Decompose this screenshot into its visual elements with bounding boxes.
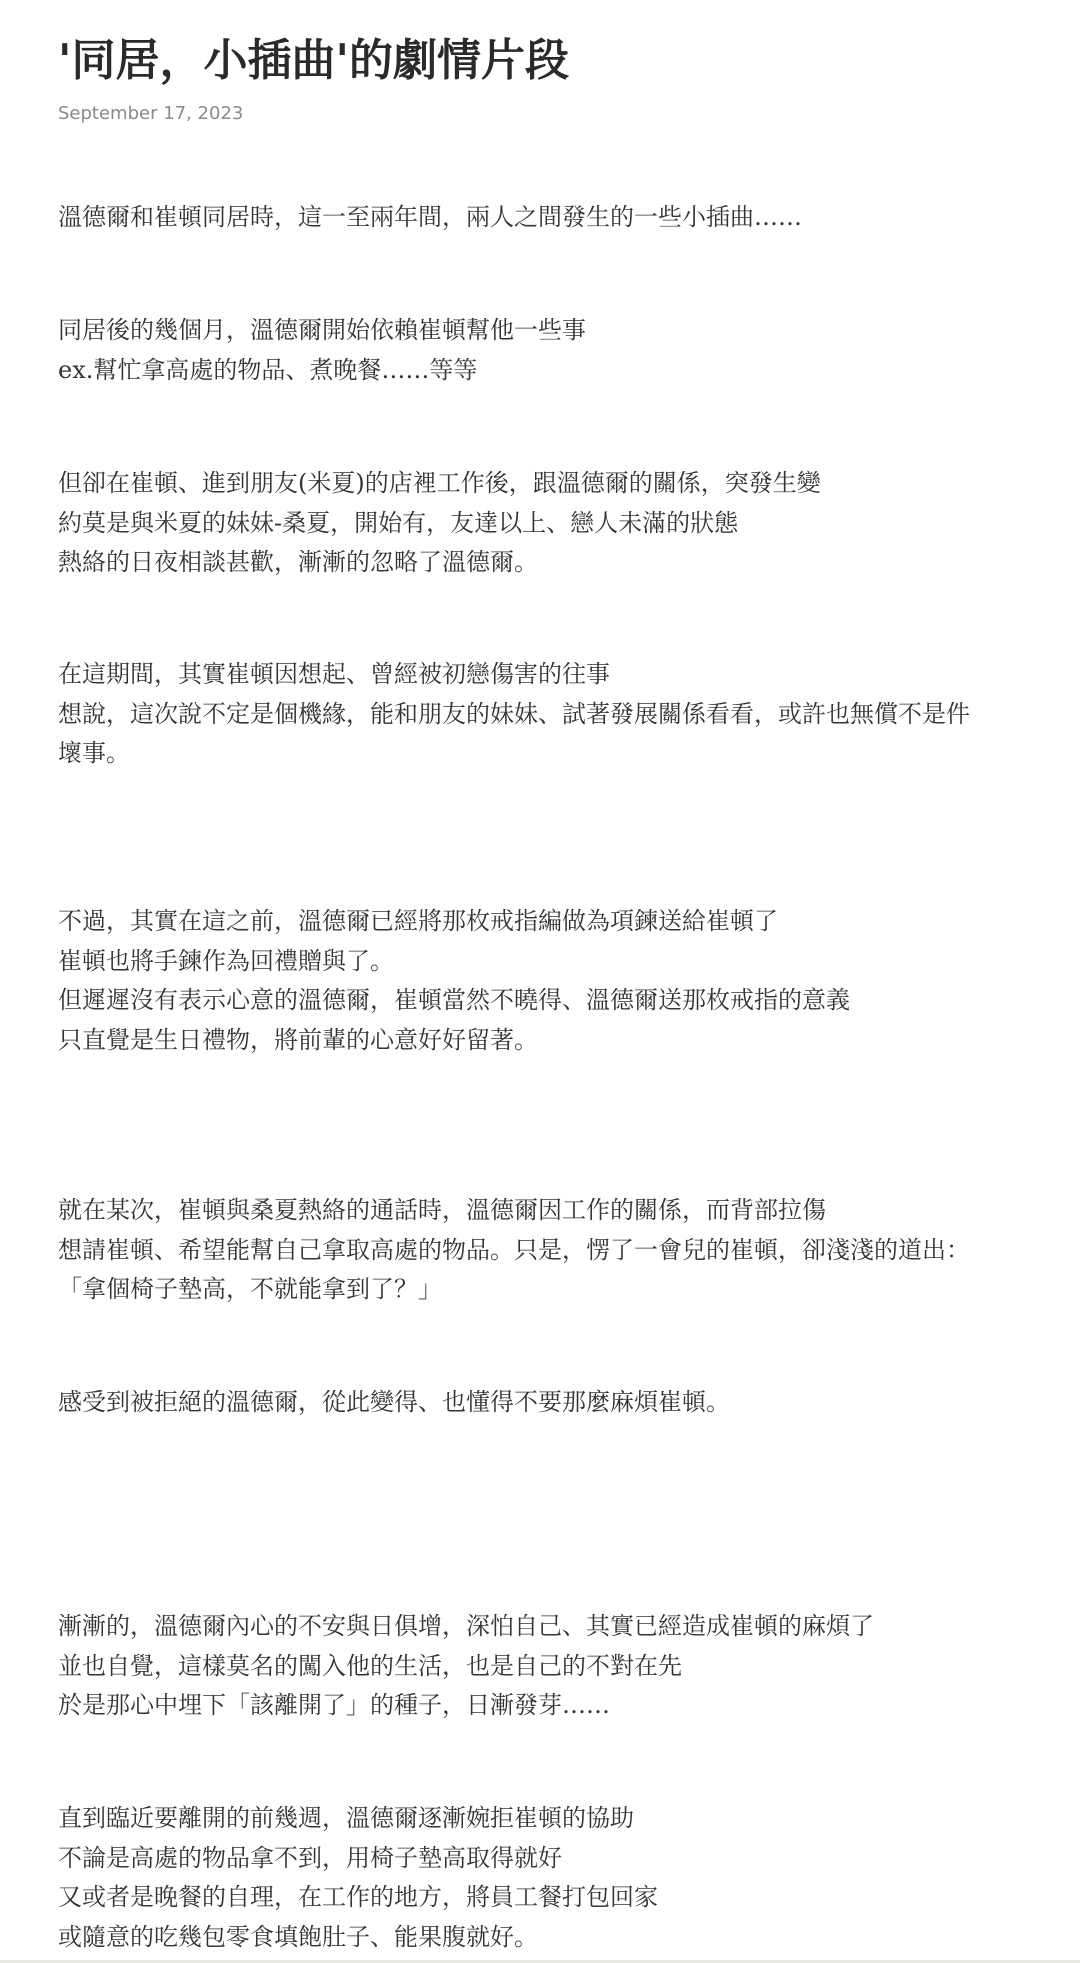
text-line: 不過，其實在這之前，溫德爾已經將那枚戒指編做為項鍊送給崔頓了 (58, 907, 778, 935)
post-title: '同居，小插曲'的劇情片段 (58, 35, 569, 86)
post-date: September 17, 2023 (58, 103, 244, 124)
text-line: 在這期間，其實崔頓因想起、曾經被初戀傷害的往事 (58, 660, 610, 688)
paragraph-9 (58, 1799, 1038, 1957)
text-line: 於是那心中埋下「該離開了」的種子，日漸發芽…… (58, 1691, 610, 1719)
text-line: 或隨意的吃幾包零食填飽肚子、能果腹就好。 (58, 1922, 538, 1951)
text-line: 不論是高處的物品拿不到，用椅子墊高取得就好 (58, 1843, 562, 1872)
text-line: 「拿個椅子墊高，不就能拿到了？」 (58, 1275, 442, 1303)
paragraph-7 (58, 1383, 1038, 1423)
paragraph-4 (58, 655, 1038, 774)
paragraph-2 (58, 311, 1038, 390)
text-line: 並也自覺，這樣莫名的闖入他的生活，也是自己的不對在先 (58, 1651, 682, 1680)
text-line: 漸漸的，溫德爾內心的不安與日俱增，深怕自己、其實已經造成崔頓的麻煩了 (58, 1612, 874, 1640)
text-line: 約莫是與米夏的妹妹-桑夏，開始有，友達以上、戀人未滿的狀態 (58, 508, 739, 537)
paragraph-3 (58, 464, 1038, 583)
paragraph-5 (58, 902, 1038, 1060)
text-line: 就在某次，崔頓與桑夏熱絡的通話時，溫德爾因工作的關係，而背部拉傷 (58, 1196, 826, 1224)
text-line: 只直覺是生日禮物，將前輩的心意好好留著。 (58, 1025, 538, 1054)
text-line: 感受到被拒絕的溫德爾，從此變得、也懂得不要那麼麻煩崔頓。 (58, 1388, 730, 1416)
text-line: 但卻在崔頓、進到朋友(米夏)的店裡工作後，跟溫德爾的關係，突發生變 (58, 469, 821, 497)
text-line: 壞事。 (58, 739, 130, 767)
text-line: 想說，這次說不定是個機緣，能和朋友的妹妹、試著發展關係看看，或許也無償不是件 (58, 699, 970, 728)
paragraph-8 (58, 1607, 1038, 1726)
text-line: 熱絡的日夜相談甚歡，漸漸的忽略了溫德爾。 (58, 548, 538, 576)
text-line: 同居後的幾個月，溫德爾開始依賴崔頓幫他一些事 (58, 316, 586, 344)
text-line: 直到臨近要離開的前幾週，溫德爾逐漸婉拒崔頓的協助 (58, 1804, 634, 1832)
text-line: ex.幫忙拿高處的物品、煮晚餐……等等 (58, 355, 478, 384)
text-line: 但遲遲沒有表示心意的溫德爾，崔頓當然不曉得、溫德爾送那枚戒指的意義 (58, 986, 850, 1014)
paragraph-1 (58, 198, 1038, 238)
paragraph-6 (58, 1191, 1038, 1310)
text-line: 又或者是晚餐的自理，在工作的地方，將員工餐打包回家 (58, 1883, 658, 1911)
text-line: 想請崔頓、希望能幫自己拿取高處的物品。只是，愣了一會兒的崔頓，卻淺淺的道出： (58, 1235, 970, 1264)
text-line: 溫德爾和崔頓同居時，這一至兩年間，兩人之間發生的一些小插曲…… (58, 203, 802, 231)
text-line: 崔頓也將手鍊作為回禮贈與了。 (58, 946, 394, 975)
